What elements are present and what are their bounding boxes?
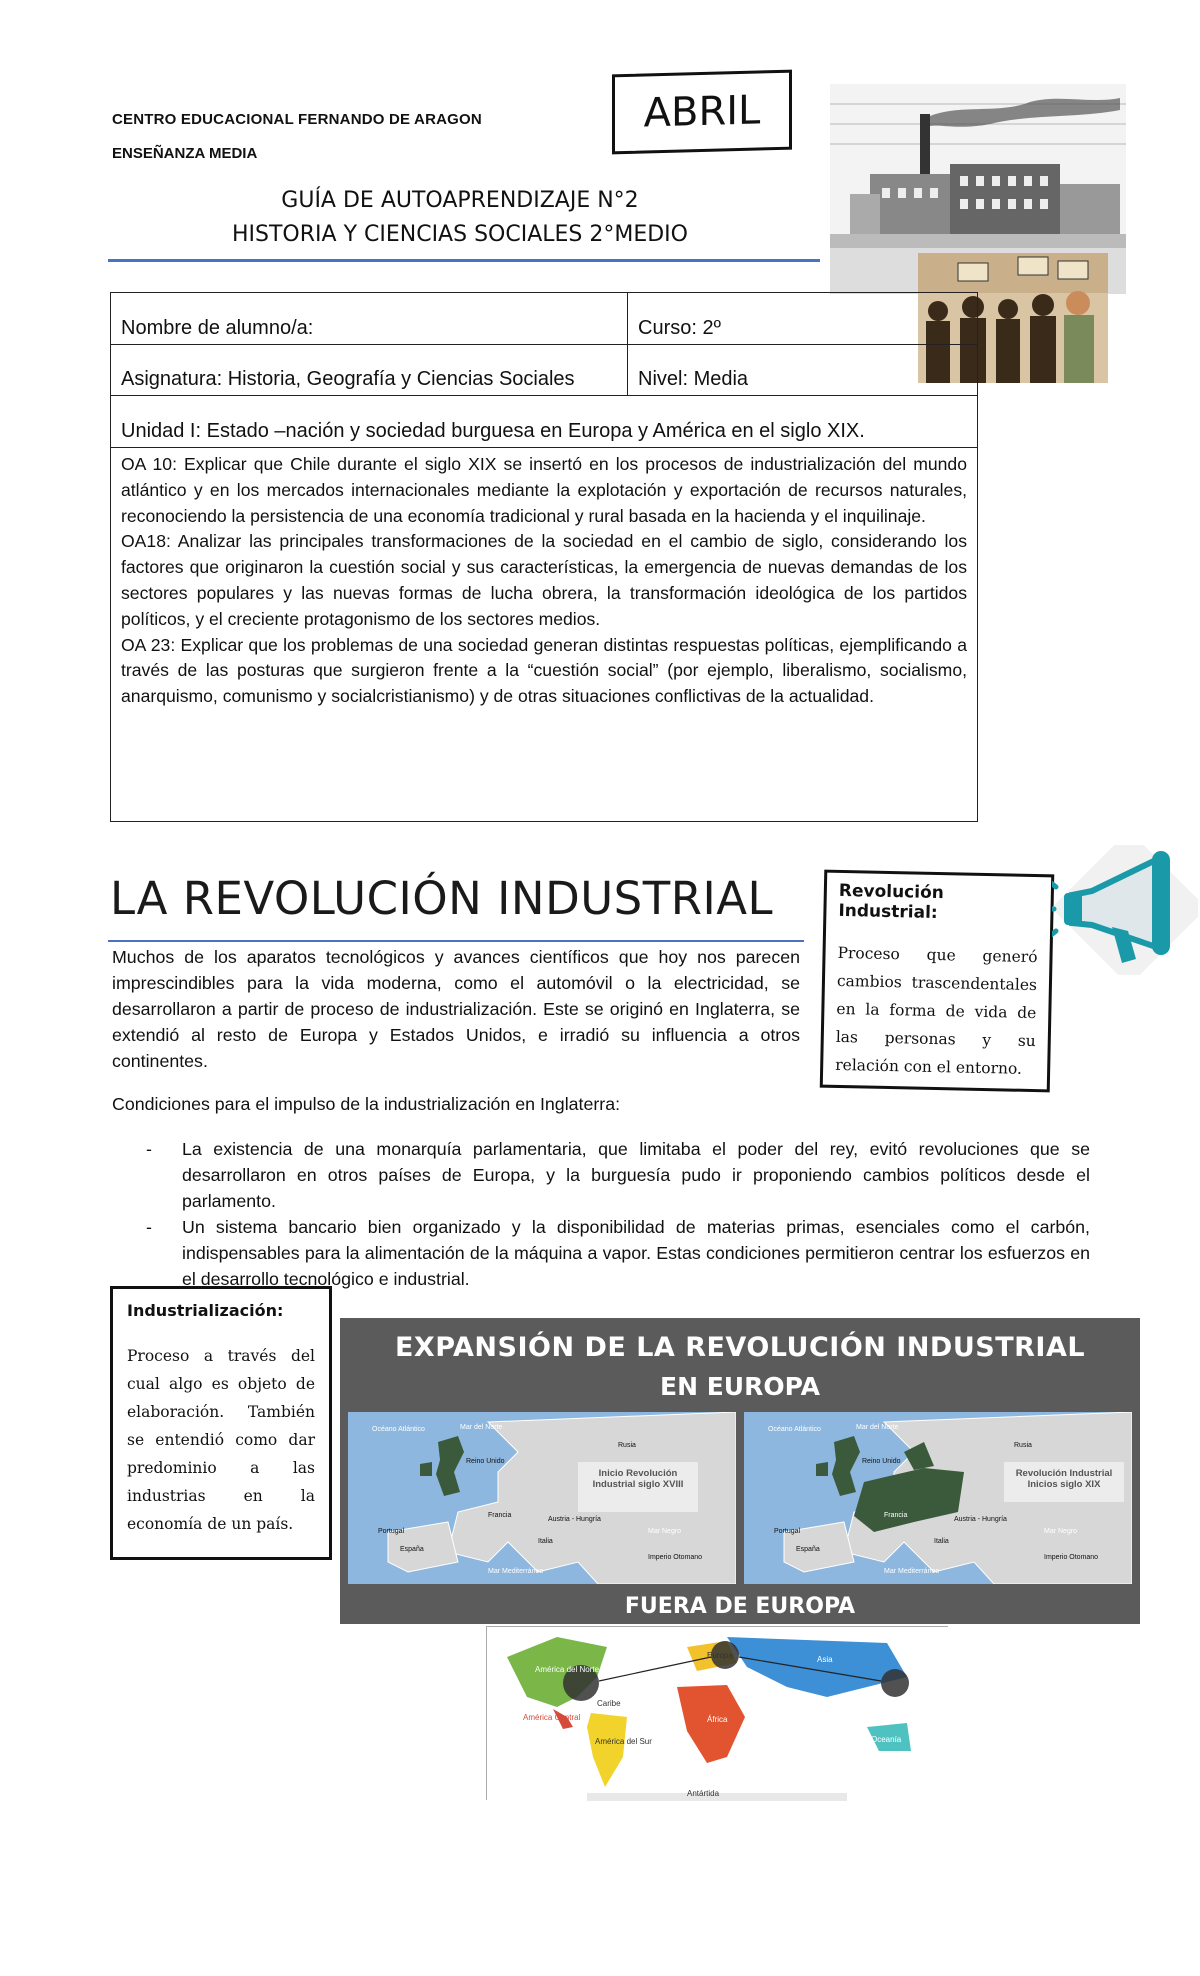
- map-label: Inicio Revolución Industrial siglo XVIII: [592, 1468, 684, 1490]
- map-place: Italia: [538, 1538, 553, 1545]
- month-tag: [612, 70, 792, 155]
- world-map: [486, 1626, 948, 1800]
- map-place: Imperio Otomano: [648, 1554, 703, 1561]
- expansion-infographic: [340, 1318, 1140, 1624]
- map-place: África: [707, 1715, 728, 1724]
- map-place: Rusia: [1014, 1442, 1032, 1449]
- list-item: [112, 1214, 1090, 1292]
- map-place: Mar Mediterráneo: [488, 1568, 544, 1575]
- student-name-cell[interactable]: [111, 293, 628, 345]
- subject-cell: [111, 345, 628, 396]
- infographic-title: EXPANSIÓN DE LA REVOLUCIÓN INDUSTRIAL: [394, 1332, 1086, 1363]
- infographic-section-title: FUERA DE EUROPA: [624, 1594, 856, 1619]
- callout-title: Industrialización:: [127, 1301, 284, 1320]
- course-cell[interactable]: [628, 293, 978, 345]
- map-place: Europa: [707, 1651, 733, 1660]
- conditions-list: [112, 1136, 1090, 1292]
- map-place: Mar Negro: [1044, 1528, 1078, 1535]
- unit-label: Unidad I: Estado –nación y sociedad burguesa en Europa y América en el siglo XIX.: [121, 420, 865, 442]
- list-dash: -: [146, 1139, 152, 1159]
- condition-text: La existencia de una monarquía parlamentaria, que limitaba el poder del rey, evitó revoluciones que se desarrollaron en otros países de Europa, y la burguesía pudo ir proponiendo cambios políticos desde el parlamento.: [182, 1139, 1090, 1211]
- school-level: ENSEÑANZA MEDIA: [112, 145, 258, 162]
- conditions-heading: Condiciones para el impulso de la industrialización en Inglaterra:: [112, 1094, 621, 1114]
- map-place: Francia: [488, 1512, 512, 1519]
- school-name: CENTRO EDUCACIONAL FERNANDO DE ARAGON: [112, 111, 482, 128]
- map-place: Mar Mediterráneo: [884, 1568, 940, 1575]
- callout-revolucion-industrial: [820, 870, 1055, 1093]
- condition-text: Un sistema bancario bien organizado y la disponibilidad de materias primas, esenciales como el carbón, indispensables para la alimentación de la máquina a vapor. Estas condiciones permitieron centrar los esfuerzos en el desarrollo tecnológico e industrial.: [182, 1217, 1090, 1289]
- map-place: Mar del Norte: [856, 1424, 899, 1431]
- map-place: Asia: [817, 1655, 833, 1664]
- megaphone-icon: [1052, 845, 1198, 975]
- map-label: Revolución Industrial Inicios siglo XIX: [1015, 1468, 1113, 1490]
- map-place: Italia: [934, 1538, 949, 1545]
- student-name-label: Nombre de alumno/a:: [121, 317, 314, 339]
- map-place: Mar del Norte: [460, 1424, 503, 1431]
- subject-title: HISTORIA Y CIENCIAS SOCIALES 2°MEDIO: [232, 222, 688, 247]
- callout-title: Revolución Industrial:: [838, 880, 945, 923]
- learning-objectives: [110, 448, 978, 822]
- objective-oa23: OA 23: Explicar que los problemas de una sociedad generan distintas respuestas políticas, ejemplificando a través de las posturas que surgieron frente a la “cuestión social” (por ejemplo, liberalismo, socialismo, anarquismo, comunismo y socialcristianismo) y de otras situaciones conflictivas de la actualidad.: [121, 634, 967, 707]
- map-place: Portugal: [378, 1528, 405, 1535]
- infographic-subtitle: EN EUROPA: [660, 1372, 820, 1401]
- map-place: Océano Atlántico: [372, 1426, 425, 1433]
- europe-map-xix: [744, 1412, 1132, 1584]
- month-label: ABRIL: [643, 87, 761, 137]
- map-place: Portugal: [774, 1528, 801, 1535]
- map-place: Oceanía: [871, 1735, 902, 1744]
- map-place: España: [796, 1546, 820, 1553]
- unit-cell: [111, 396, 978, 448]
- guide-title: GUÍA DE AUTOAPRENDIZAJE N°2: [281, 188, 639, 213]
- callout-text: Proceso que generó cambios trascendentales en la forma de vida de las personas y su relación con el entorno.: [835, 943, 1038, 1078]
- map-place: Reino Unido: [862, 1458, 901, 1465]
- section-title: LA REVOLUCIÓN INDUSTRIAL: [110, 872, 774, 925]
- map-place: América del Sur: [595, 1737, 652, 1746]
- map-place: Caribe: [597, 1699, 621, 1708]
- subject-label: Asignatura: Historia, Geografía y Ciencias Sociales: [121, 368, 575, 390]
- map-place: América del Norte: [535, 1665, 600, 1674]
- map-place: Francia: [884, 1512, 908, 1519]
- objective-oa18: OA18: Analizar las principales transformaciones de la sociedad en el cambio de siglo, considerando los factores que originaron la cuestión social y sus características, la emergencia de nuevas demandas de los sectores populares y las nuevas formas de lucha obrera, la transformación ideológica de los partidos políticos, y el creciente protagonismo de los sectores medios.: [121, 531, 967, 629]
- level-cell: [628, 345, 978, 396]
- map-place: España: [400, 1546, 424, 1553]
- list-dash: -: [146, 1217, 152, 1237]
- map-place: Reino Unido: [466, 1458, 505, 1465]
- objective-oa10: OA 10: Explicar que Chile durante el siglo XIX se insertó en los procesos de industrialización del mundo atlántico y en los mercados internacionales mediante la explotación y exportación de recursos naturales, reconociendo la persistencia de una economía tradicional y rural basada en la hacienda y el inquilinaje.: [121, 454, 967, 526]
- map-place: Antártida: [687, 1789, 720, 1798]
- map-place: América Central: [523, 1713, 581, 1722]
- intro-paragraph: Muchos de los aparatos tecnológicos y avances científicos que hoy nos parecen imprescindibles para la vida moderna, como el automóvil o la electricidad, se desarrollaron a partir de proceso de industrialización. Este se originó en Inglaterra, se extendió al resto de Europa y Estados Unidos, e irradió su influencia a otros continentes.: [112, 947, 800, 1071]
- student-info-table: [110, 292, 978, 448]
- list-item: [112, 1136, 1090, 1214]
- callout-text: Proceso a través del cual algo es objeto de elaboración. También se entendió como dar predominio a las industrias en la economía de un país.: [127, 1347, 315, 1533]
- map-place: Mar Negro: [648, 1528, 682, 1535]
- level-label: Nivel: Media: [638, 368, 749, 390]
- title-underline: [108, 259, 820, 262]
- map-place: Austria - Hungría: [954, 1516, 1007, 1523]
- map-place: Austria - Hungría: [548, 1516, 601, 1523]
- europe-map-xviii: [348, 1412, 736, 1584]
- map-place: Océano Atlántico: [768, 1426, 821, 1433]
- section-title-underline: [108, 940, 804, 942]
- map-place: Rusia: [618, 1442, 636, 1449]
- callout-industrializacion: [110, 1286, 332, 1560]
- course-label: Curso: 2º: [638, 317, 721, 339]
- map-place: Imperio Otomano: [1044, 1554, 1099, 1561]
